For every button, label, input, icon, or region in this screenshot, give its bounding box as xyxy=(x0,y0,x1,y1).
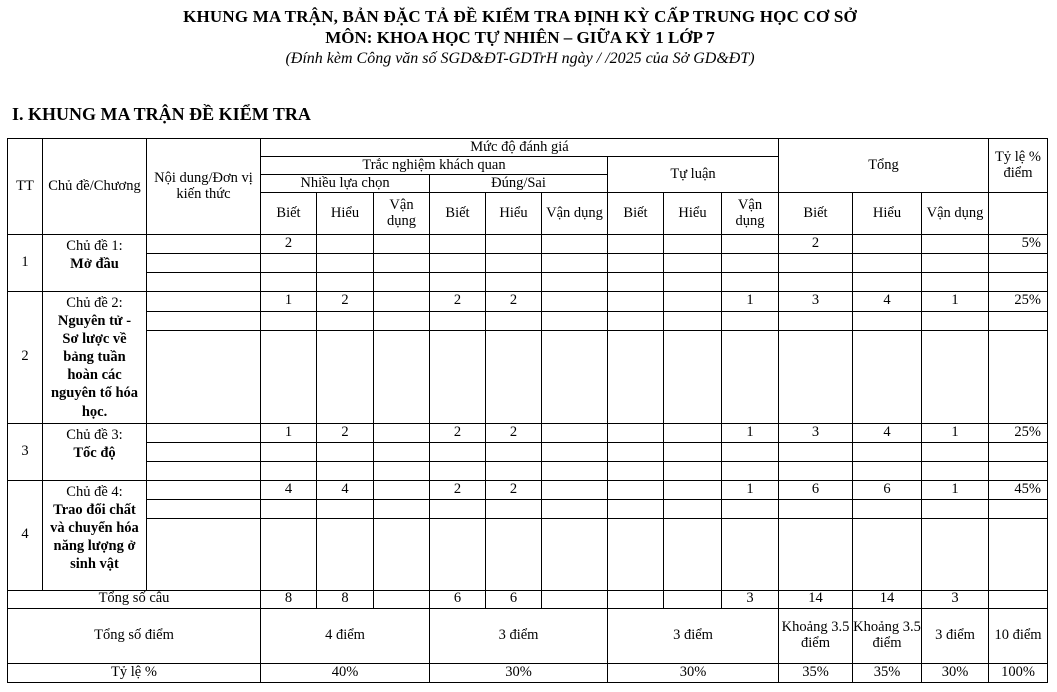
value-cell: 4 xyxy=(317,480,374,499)
row-number: 1 xyxy=(8,235,43,292)
value-cell: 2 xyxy=(317,423,374,442)
value-cell xyxy=(374,331,430,424)
value-cell xyxy=(542,235,608,254)
value-cell xyxy=(542,442,608,461)
chapter-topic: Trao đổi chất và chuyển hóa năng lượng ở sinh vật xyxy=(50,501,139,572)
content-cell xyxy=(147,331,261,424)
matrix-table xyxy=(7,138,1048,683)
header-level-van-dung: Vận dụng xyxy=(542,193,608,235)
chapter-cell xyxy=(43,423,147,480)
value-cell: 2 xyxy=(486,480,542,499)
value-cell xyxy=(317,499,374,518)
value-cell xyxy=(922,311,989,331)
document-title-line1: KHUNG MA TRẬN, BẢN ĐẶC TẢ ĐỀ KIỂM TRA ĐỊNH KỲ CẤP TRUNG HỌC CƠ SỞ xyxy=(183,7,857,26)
value-cell xyxy=(922,461,989,480)
value-cell xyxy=(922,254,989,273)
value-cell xyxy=(317,442,374,461)
header-level-hieu: Hiểu xyxy=(853,193,922,235)
value-cell: 4 xyxy=(853,292,922,312)
total-questions-value: 3 xyxy=(722,590,779,608)
value-cell xyxy=(722,331,779,424)
value-cell xyxy=(542,273,608,292)
value-cell xyxy=(542,499,608,518)
header-level-van-dung: Vận dụng xyxy=(374,193,430,235)
value-cell xyxy=(542,423,608,442)
table-row xyxy=(8,442,1048,461)
value-cell: 6 xyxy=(853,480,922,499)
header-total: Tổng xyxy=(779,139,989,193)
row-number: 3 xyxy=(8,423,43,480)
total-questions-value xyxy=(608,590,664,608)
value-cell xyxy=(317,331,374,424)
value-cell xyxy=(664,254,722,273)
chapter-topic: Tốc độ xyxy=(73,444,116,461)
value-cell: 2 xyxy=(317,292,374,312)
header-tt: TT xyxy=(8,139,43,235)
value-cell: 2 xyxy=(430,480,486,499)
header-level-van-dung: Vận dụng xyxy=(922,193,989,235)
value-cell xyxy=(430,442,486,461)
header-level-van-dung: Vận dụng xyxy=(722,193,779,235)
value-cell xyxy=(608,423,664,442)
ratio-vd: 30% xyxy=(922,663,989,682)
value-cell xyxy=(374,423,430,442)
content-cell xyxy=(147,292,261,312)
value-cell xyxy=(989,461,1048,480)
value-cell xyxy=(664,518,722,590)
header-level-hieu: Hiểu xyxy=(486,193,542,235)
table-row xyxy=(8,423,1048,442)
value-cell xyxy=(542,518,608,590)
value-cell xyxy=(374,518,430,590)
chapter-cell xyxy=(43,480,147,590)
total-points-row xyxy=(8,608,1048,663)
header-level-hieu: Hiểu xyxy=(664,193,722,235)
value-cell xyxy=(261,442,317,461)
value-cell xyxy=(430,311,486,331)
ratio-row xyxy=(8,663,1048,682)
total-points-vd: 3 điểm xyxy=(922,608,989,663)
value-cell xyxy=(922,442,989,461)
value-cell xyxy=(779,442,853,461)
value-cell xyxy=(779,254,853,273)
value-cell xyxy=(261,461,317,480)
total-questions-value: 8 xyxy=(317,590,374,608)
content-cell xyxy=(147,311,261,331)
value-cell xyxy=(542,254,608,273)
value-cell xyxy=(486,461,542,480)
value-cell xyxy=(853,331,922,424)
content-cell xyxy=(147,461,261,480)
value-cell xyxy=(853,235,922,254)
content-cell xyxy=(147,273,261,292)
value-cell xyxy=(853,499,922,518)
value-cell xyxy=(261,273,317,292)
total-points-hieu: Khoảng 3.5 điểm xyxy=(853,608,922,663)
value-cell xyxy=(853,311,922,331)
value-cell: 5% xyxy=(989,235,1048,254)
table-row xyxy=(8,311,1048,331)
value-cell xyxy=(664,499,722,518)
chapter-label: Chủ đề 2: xyxy=(66,295,123,311)
header-content: Nội dung/Đơn vị kiến thức xyxy=(147,139,261,235)
value-cell xyxy=(542,480,608,499)
value-cell xyxy=(989,518,1048,590)
table-row xyxy=(8,292,1048,312)
row-number: 2 xyxy=(8,292,43,424)
value-cell: 2 xyxy=(779,235,853,254)
value-cell xyxy=(374,273,430,292)
value-cell xyxy=(722,461,779,480)
value-cell xyxy=(922,235,989,254)
value-cell: 3 xyxy=(779,292,853,312)
value-cell: 2 xyxy=(430,292,486,312)
value-cell xyxy=(374,292,430,312)
value-cell xyxy=(261,499,317,518)
ratio-tf: 30% xyxy=(430,663,608,682)
total-questions-value xyxy=(989,590,1048,608)
total-questions-value: 6 xyxy=(430,590,486,608)
total-questions-value xyxy=(374,590,430,608)
ratio-essay: 30% xyxy=(608,663,779,682)
value-cell xyxy=(608,273,664,292)
value-cell: 1 xyxy=(722,480,779,499)
value-cell xyxy=(989,273,1048,292)
chapter-label: Chủ đề 1: xyxy=(66,238,123,254)
value-cell xyxy=(261,331,317,424)
value-cell xyxy=(989,499,1048,518)
value-cell: 6 xyxy=(779,480,853,499)
value-cell xyxy=(779,461,853,480)
header-multiple-choice: Nhiều lựa chọn xyxy=(261,175,430,193)
value-cell xyxy=(430,235,486,254)
content-cell xyxy=(147,235,261,254)
header-ratio: Tỷ lệ % điểm xyxy=(989,139,1048,193)
header-essay: Tự luận xyxy=(608,157,779,193)
value-cell xyxy=(374,235,430,254)
value-cell xyxy=(542,311,608,331)
value-cell xyxy=(608,480,664,499)
total-questions-label: Tổng số câu xyxy=(8,590,261,608)
value-cell xyxy=(989,254,1048,273)
value-cell: 2 xyxy=(486,423,542,442)
total-points-tf: 3 điểm xyxy=(430,608,608,663)
value-cell: 1 xyxy=(261,423,317,442)
value-cell: 2 xyxy=(430,423,486,442)
value-cell xyxy=(486,442,542,461)
value-cell xyxy=(722,311,779,331)
value-cell xyxy=(374,461,430,480)
value-cell xyxy=(779,331,853,424)
value-cell: 45% xyxy=(989,480,1048,499)
value-cell xyxy=(664,461,722,480)
header-assessment: Mức độ đánh giá xyxy=(261,139,779,157)
ratio-hieu: 35% xyxy=(853,663,922,682)
value-cell xyxy=(608,442,664,461)
total-questions-value: 6 xyxy=(486,590,542,608)
value-cell: 4 xyxy=(853,423,922,442)
table-row xyxy=(8,235,1048,254)
ratio-all: 100% xyxy=(989,663,1048,682)
value-cell xyxy=(542,331,608,424)
value-cell: 25% xyxy=(989,423,1048,442)
value-cell: 1 xyxy=(722,423,779,442)
total-points-label: Tổng số điểm xyxy=(8,608,261,663)
value-cell xyxy=(374,311,430,331)
value-cell xyxy=(779,499,853,518)
value-cell xyxy=(374,254,430,273)
value-cell xyxy=(664,480,722,499)
value-cell xyxy=(542,292,608,312)
header-true-false: Đúng/Sai xyxy=(430,175,608,193)
value-cell xyxy=(430,461,486,480)
value-cell xyxy=(317,311,374,331)
value-cell xyxy=(608,292,664,312)
header-level-biet: Biết xyxy=(261,193,317,235)
value-cell xyxy=(486,235,542,254)
total-questions-value: 8 xyxy=(261,590,317,608)
value-cell xyxy=(853,442,922,461)
value-cell xyxy=(261,311,317,331)
value-cell xyxy=(989,331,1048,424)
value-cell xyxy=(608,311,664,331)
table-row xyxy=(8,461,1048,480)
total-points-mc: 4 điểm xyxy=(261,608,430,663)
row-number: 4 xyxy=(8,480,43,590)
value-cell xyxy=(317,273,374,292)
content-cell xyxy=(147,499,261,518)
value-cell xyxy=(722,518,779,590)
chapter-cell xyxy=(43,292,147,424)
total-questions-value xyxy=(542,590,608,608)
value-cell xyxy=(608,331,664,424)
value-cell: 3 xyxy=(779,423,853,442)
total-questions-value: 14 xyxy=(853,590,922,608)
value-cell xyxy=(542,461,608,480)
table-row xyxy=(8,518,1048,590)
value-cell xyxy=(853,273,922,292)
value-cell xyxy=(486,499,542,518)
chapter-topic: Nguyên tử - Sơ lược về bảng tuần hoàn các nguyên tố hóa học. xyxy=(50,312,139,420)
value-cell xyxy=(722,254,779,273)
header-level-biet: Biết xyxy=(779,193,853,235)
value-cell: 4 xyxy=(261,480,317,499)
value-cell xyxy=(664,235,722,254)
table-row xyxy=(8,331,1048,424)
value-cell xyxy=(317,461,374,480)
table-row xyxy=(8,273,1048,292)
header-objective: Trắc nghiệm khách quan xyxy=(261,157,608,175)
value-cell: 1 xyxy=(722,292,779,312)
value-cell xyxy=(853,461,922,480)
value-cell xyxy=(317,235,374,254)
header-level-hieu: Hiểu xyxy=(317,193,374,235)
section-title: I. KHUNG MA TRẬN ĐỀ KIỂM TRA xyxy=(12,104,311,124)
value-cell xyxy=(989,442,1048,461)
table-row xyxy=(8,480,1048,499)
value-cell xyxy=(430,518,486,590)
value-cell xyxy=(374,499,430,518)
value-cell xyxy=(722,442,779,461)
value-cell xyxy=(664,292,722,312)
total-questions-value: 14 xyxy=(779,590,853,608)
value-cell xyxy=(486,331,542,424)
value-cell xyxy=(779,518,853,590)
chapter-label: Chủ đề 4: xyxy=(66,483,123,500)
value-cell: 1 xyxy=(922,292,989,312)
header-level-biet: Biết xyxy=(608,193,664,235)
value-cell xyxy=(989,311,1048,331)
value-cell xyxy=(486,254,542,273)
value-cell xyxy=(664,442,722,461)
table-row xyxy=(8,254,1048,273)
value-cell xyxy=(922,518,989,590)
value-cell xyxy=(374,480,430,499)
header-chapter: Chủ đề/Chương xyxy=(43,139,147,235)
document-title-line2: MÔN: KHOA HỌC TỰ NHIÊN – GIỮA KỲ 1 LỚP 7 xyxy=(325,28,715,47)
total-points-all: 10 điểm xyxy=(989,608,1048,663)
value-cell xyxy=(664,273,722,292)
header-ratio-blank xyxy=(989,193,1048,235)
value-cell xyxy=(317,254,374,273)
value-cell xyxy=(430,273,486,292)
total-questions-value: 3 xyxy=(922,590,989,608)
value-cell: 1 xyxy=(922,480,989,499)
value-cell xyxy=(922,331,989,424)
value-cell: 1 xyxy=(261,292,317,312)
value-cell: 2 xyxy=(486,292,542,312)
value-cell xyxy=(430,331,486,424)
value-cell xyxy=(486,273,542,292)
value-cell xyxy=(722,235,779,254)
value-cell xyxy=(486,518,542,590)
content-cell xyxy=(147,518,261,590)
content-cell xyxy=(147,442,261,461)
total-points-biet: Khoảng 3.5 điểm xyxy=(779,608,853,663)
value-cell xyxy=(608,499,664,518)
value-cell xyxy=(722,273,779,292)
value-cell xyxy=(430,254,486,273)
value-cell xyxy=(779,273,853,292)
value-cell xyxy=(853,518,922,590)
value-cell xyxy=(664,311,722,331)
chapter-topic: Mở đầu xyxy=(70,255,119,272)
ratio-biet: 35% xyxy=(779,663,853,682)
total-questions-row xyxy=(8,590,1048,608)
value-cell: 1 xyxy=(922,423,989,442)
value-cell xyxy=(922,499,989,518)
value-cell xyxy=(430,499,486,518)
value-cell xyxy=(664,423,722,442)
value-cell xyxy=(664,331,722,424)
ratio-mc: 40% xyxy=(261,663,430,682)
value-cell xyxy=(608,254,664,273)
value-cell xyxy=(922,273,989,292)
value-cell: 2 xyxy=(261,235,317,254)
value-cell xyxy=(608,461,664,480)
ratio-label: Tỷ lệ % xyxy=(8,663,261,682)
value-cell xyxy=(853,254,922,273)
table-row xyxy=(8,499,1048,518)
value-cell xyxy=(317,518,374,590)
value-cell xyxy=(261,254,317,273)
value-cell xyxy=(779,311,853,331)
content-cell xyxy=(147,480,261,499)
total-questions-value xyxy=(664,590,722,608)
document-subtitle: (Đính kèm Công văn số SGD&ĐT-GDTrH ngày / /2025 của Sở GD&ĐT) xyxy=(285,50,755,67)
value-cell xyxy=(374,442,430,461)
header-level-biet: Biết xyxy=(430,193,486,235)
chapter-label: Chủ đề 3: xyxy=(66,426,123,443)
content-cell xyxy=(147,254,261,273)
value-cell xyxy=(722,499,779,518)
value-cell: 25% xyxy=(989,292,1048,312)
value-cell xyxy=(486,311,542,331)
total-points-essay: 3 điểm xyxy=(608,608,779,663)
content-cell xyxy=(147,423,261,442)
chapter-cell xyxy=(43,235,147,292)
value-cell xyxy=(261,518,317,590)
value-cell xyxy=(608,235,664,254)
value-cell xyxy=(608,518,664,590)
